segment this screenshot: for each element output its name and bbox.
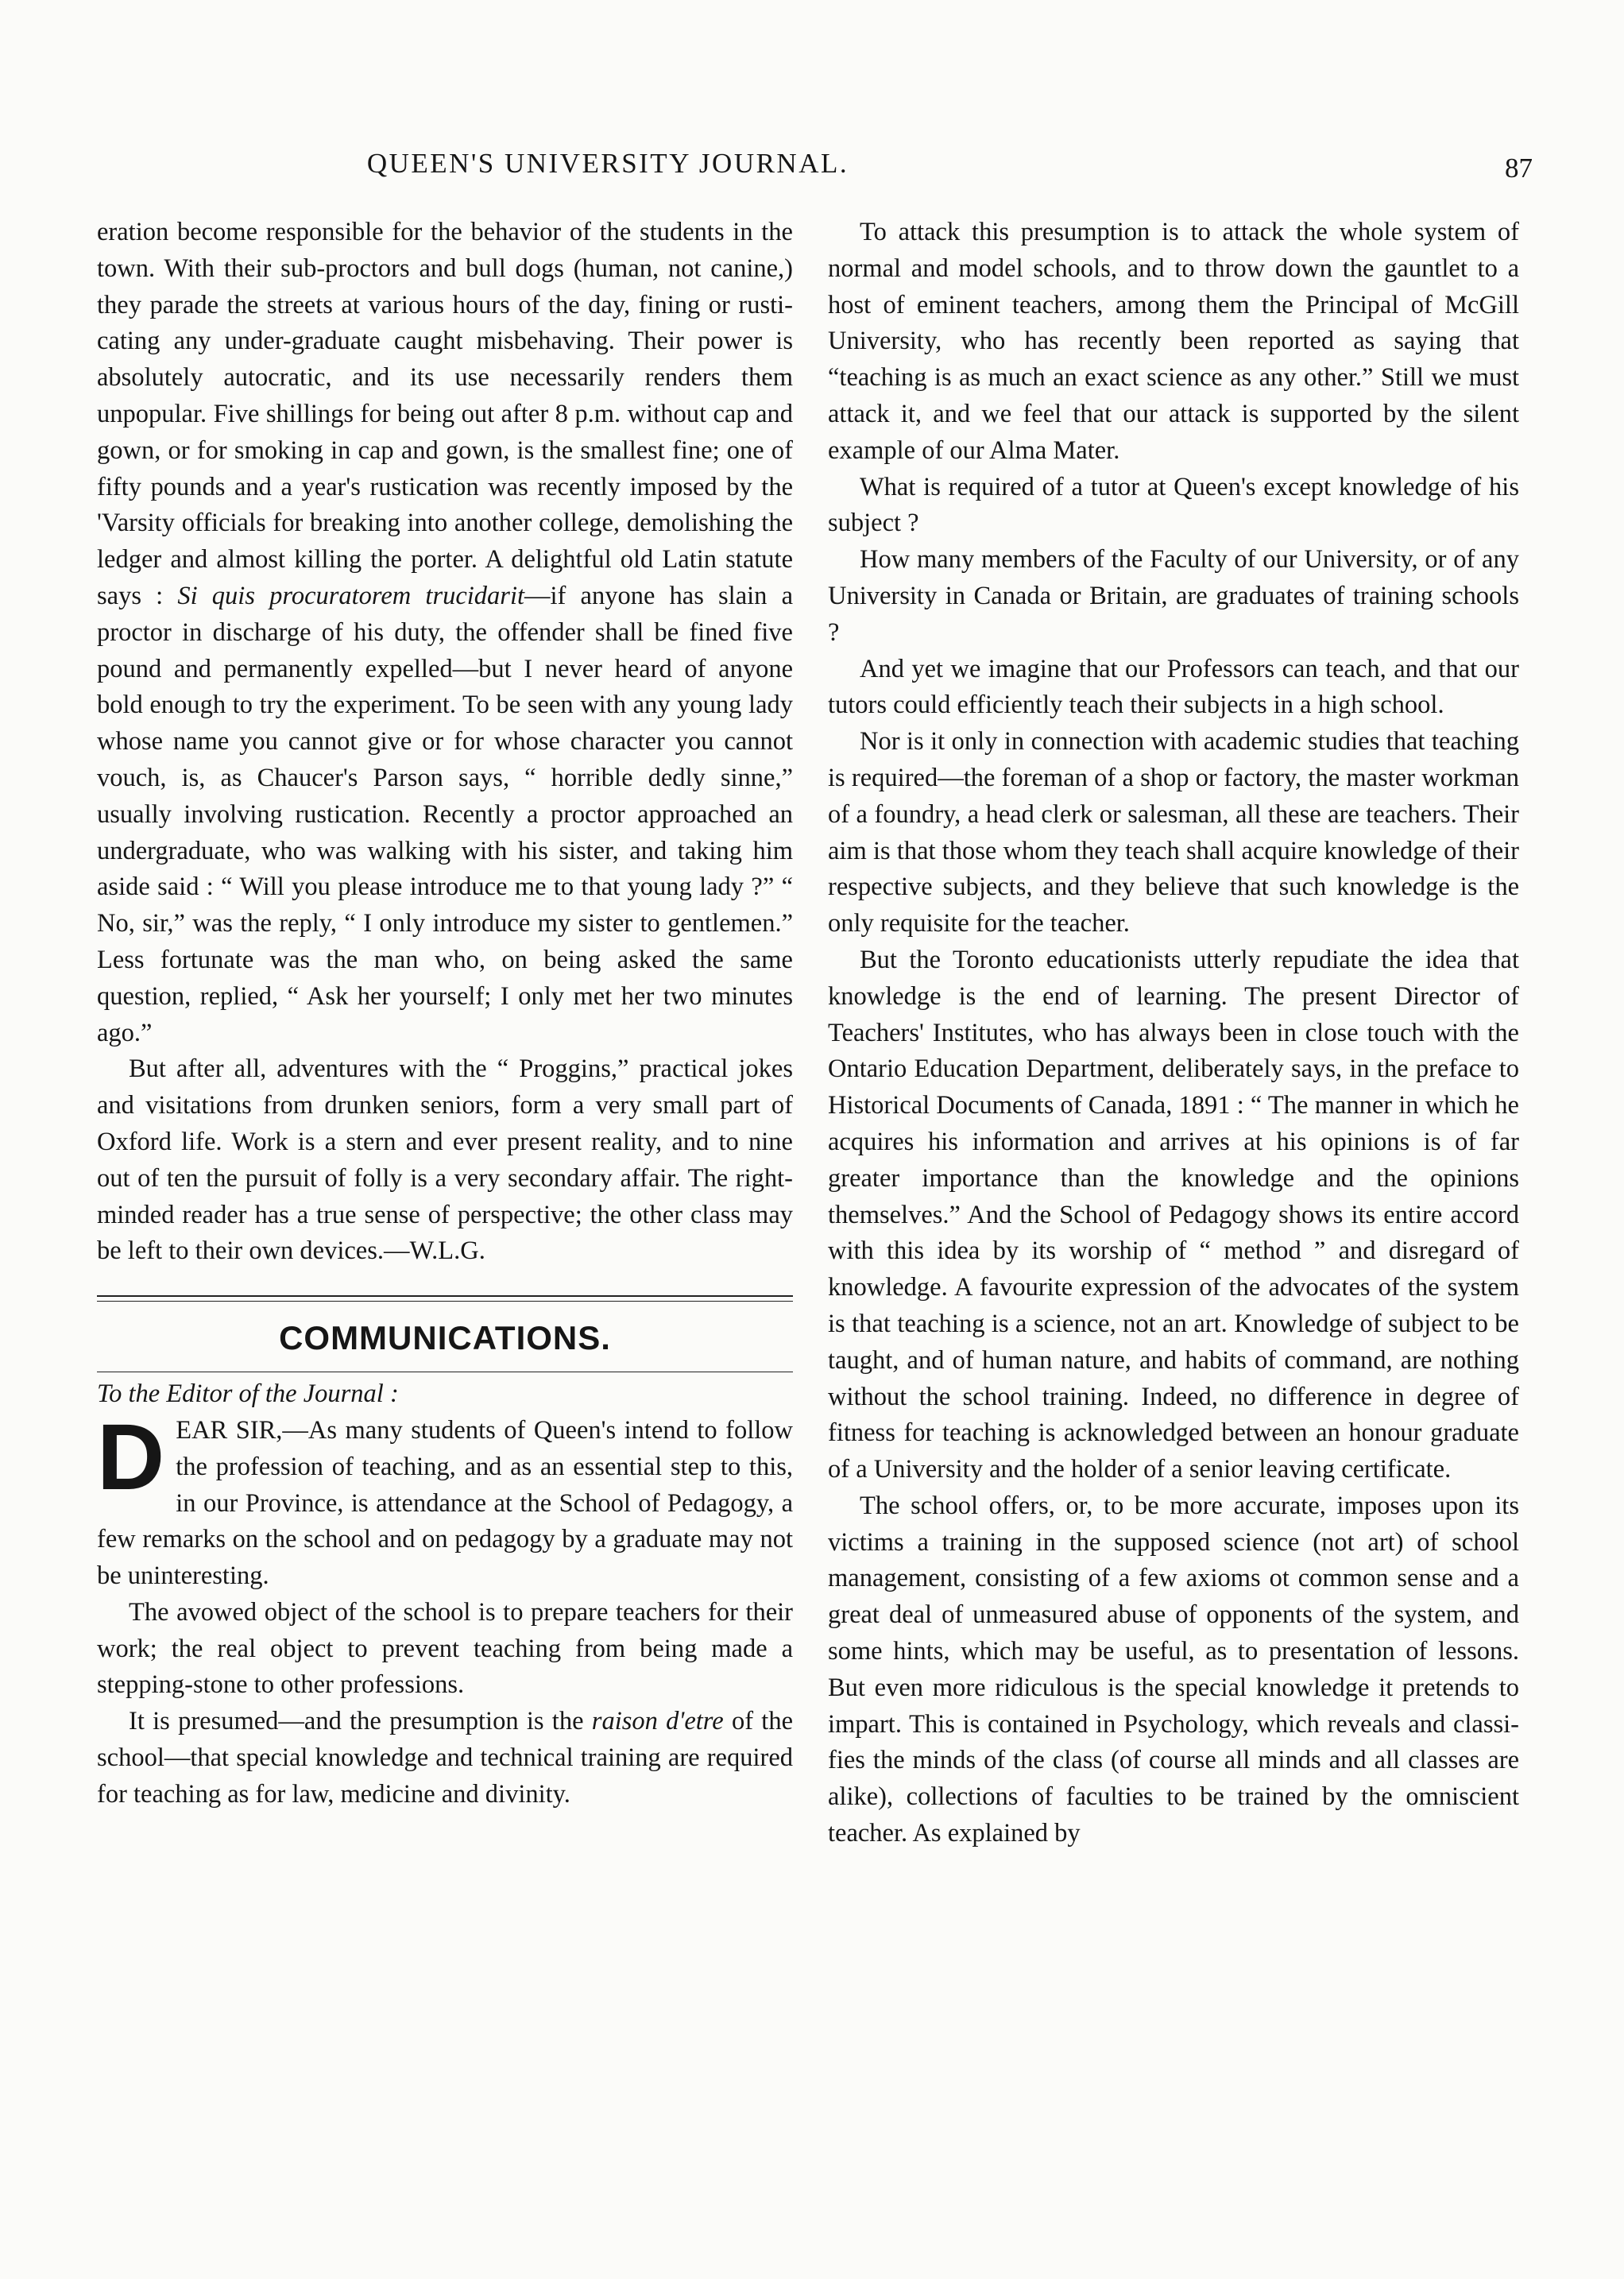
left-column <box>97 215 793 1813</box>
letter-paragraph-3 <box>97 1704 793 1813</box>
drop-cap: D <box>97 1404 165 1510</box>
running-title: QUEEN'S UNIVERSITY JOURNAL. <box>366 148 849 179</box>
divider-line-top <box>97 1295 793 1297</box>
right-column <box>828 215 1519 1852</box>
oxford-paragraph-2: But after all, adventures with the “ Proggins,” practical jokes and visitations from drunken seniors, form a very small part of Oxford life. Work is a stern and ever present reality, and to nine out of ten the pursuit of folly is a very secondary affair. The right-minded reader has a true sense of perspective; the other class may be left to their own devices.—W.L.G. <box>97 1054 793 1266</box>
oxford-paragraph-1 <box>97 215 793 1051</box>
oxford-text-b: —if anyone has slain a proctor in discharge of his duty, the offender shall be fined five pound and permanently expelled—but I never heard of anyone bold enough to try the experiment. To be seen with any young lady whose name you cannot give or for whose character you cannot vouch, is, as Chaucer's Parson says, “ horrible dedly sinne,” usually involving rustication. Recently a proctor approached an undergraduate, who was walking with his sister, and taking him aside said : “ Will you please introduce me to that young lady ?” “ No, sir,” was the reply, “ I only introduce my sister to gentlemen.” Less fortunate was the man who, on being asked the same question, replied, “ Ask her yourself; I only met her two minutes ago.” <box>97 581 794 1047</box>
letter-paragraph-2: The avowed object of the school is to prepare teachers for their work; the real object to prevent teaching from being made a stepping-stone to other professions. <box>97 1597 793 1700</box>
section-title: COMMUNICATIONS. <box>279 1319 611 1357</box>
letter-paragraph-9: But the Toronto educationists utterly repudiate the idea that knowledge is the end of learning. The present Director of Teachers' Institutes, who has always been in close touch with the Ontario Education Department, deliberately says, in the preface to Historical Documents of Canada, 1891 : “ The manner in which he acquires his information and arrives at his opinions is of far greater importance than the knowledge and the opinions themselves.” And the School of Pedagogy shows its entire accord with this idea by its worship of “ method ” and disregard of knowledge. A favourite expression of the advocates of the system is that teaching is a science, not an art. Knowledge of subject to be taught, and of human nature, and habits of command, are nothing without the school training. Indeed, no difference in degree of fitness for teaching is acknowledged between an honour graduate of a University and the holder of a senior leaving certificate. <box>828 945 1519 1484</box>
letter-paragraph-1 <box>97 1404 793 1595</box>
letter-salutation: To the Editor of the Journal : <box>97 1379 399 1409</box>
section-divider <box>97 1295 793 1302</box>
letter-paragraph-10: The school offers, or, to be more accurate, imposes upon its victims a training in the supposed science (not art) of school management, consisting of a few axioms ot common sense and a great deal of unmeasured abuse of opponents of the system, and some hints, which may be useful, as to presentation of lessons. But even more ridiculous is the special knowledge it pretends to impart. This is contained in Psychology, which reveals and classifies the minds of the class (of course all minds and all classes are alike), collections of faculties to be trained by the omniscient teacher. As explained by <box>828 1491 1519 1848</box>
divider-line-bottom <box>97 1301 793 1302</box>
oxford-text-a: eration become responsible for the behavior of the students in the town. With their sub-proctors and bull dogs (human, not canine,) they parade the streets at various hours of the day, fining or rusticating any under-graduate caught misbehaving. Their power is absolutely autocratic, and its use necessarily renders them unpopular. Five shillings for being out after 8 p.m. without cap and gown, or for smoking in cap and gown, is the smallest fine; one of fifty pounds and a year's rustication was recently imposed by the 'Varsity officials for breaking into another college, demolishing the ledger and almost killing the porter. A delightful old Latin statute says : <box>97 218 793 610</box>
letter-text-3a: It is presumed—and the presumption is the <box>129 1707 584 1736</box>
raison-detre: raison d'etre <box>591 1707 724 1736</box>
page-number: 87 <box>1505 153 1533 184</box>
letter-paragraph-8: Nor is it only in connection with academic studies that teaching is required—the foreman of a shop or factory, the master workman of a foundry, a head clerk or salesman, all these are teachers. Their aim is that those whom they teach shall acquire knowledge of their respective subjects, and they believe that such knowledge is the only requisite for the teacher. <box>828 727 1519 938</box>
latin-statute: Si quis procuratorem trucidarit <box>177 581 525 610</box>
letter-paragraph-7: And yet we imagine that our Professors can teach, and that our tutors could efficiently teach their subjects in a high school. <box>828 654 1519 720</box>
letter-paragraph-6: How many members of the Faculty of our University, or of any University in Canada or Britain, are graduates of training schools ? <box>828 545 1519 647</box>
letter-text-3b: of the school—that special knowledge and technical training are required for teaching as for law, medicine and divinity. <box>97 1707 794 1809</box>
letter-text-1: EAR SIR,—As many students of Queen's intend to follow the profession of teaching, and as an essential step to this, in our Province, is attendance at the School of Pedagogy, a few remarks on the school and on pedagogy by a graduate may not be uninteresting. <box>97 1415 793 1591</box>
letter-paragraph-5: What is required of a tutor at Queen's except knowledge of his subject ? <box>828 472 1519 538</box>
page-header <box>0 141 1624 189</box>
letter-paragraph-4: To attack this presumption is to attack the whole system of normal and model schools, and to throw down the gauntlet to a host of eminent teachers, among them the Principal of McGill University, who has recently been reported as saying that “teaching is as much an exact science as any other.” Still we must attack it, and we feel that our attack is supported by the silent example of our Alma Mater. <box>828 218 1519 465</box>
